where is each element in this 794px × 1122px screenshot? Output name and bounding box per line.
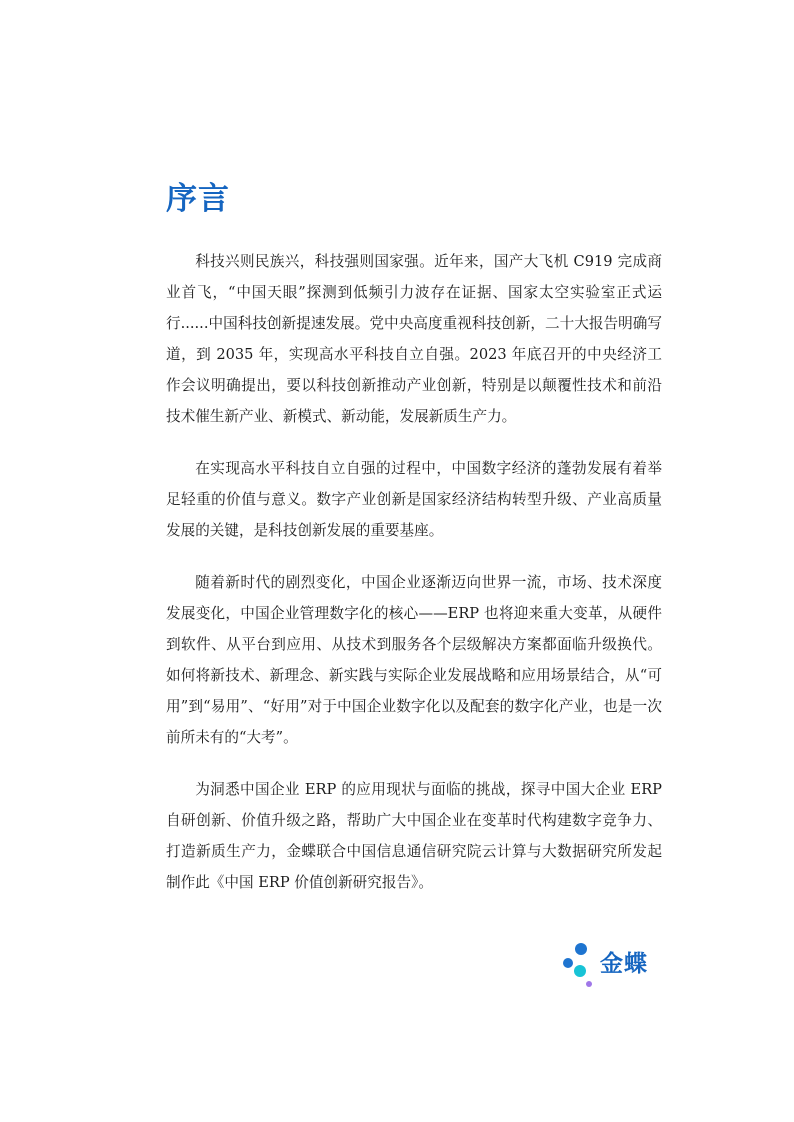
logo-dot-purple: [586, 981, 592, 987]
paragraph-2: 在实现高水平科技自立自强的过程中，中国数字经济的蓬勃发展有着举足轻重的价值与意义。数字产业创新是国家经济结构转型升级、产业高质量发展的关键，是科技创新发展的重要基座。: [166, 460, 662, 539]
page-title: 序言: [166, 181, 230, 217]
logo-dot-blue-small: [563, 958, 573, 968]
logo-dot-cyan: [574, 965, 586, 977]
body-text: [166, 246, 662, 919]
logo-text: 金蝶: [600, 951, 648, 977]
paragraph-3: 随着新时代的剧烈变化，中国企业逐渐迈向世界一流，市场、技术深度发展变化，中国企业管理数字化的核心——ERP 也将迎来重大变革，从硬件到软件、从平台到应用、从技术到服务各个层级解决方案都面临升级换代。如何将新技术、新理念、新实践与实际企业发展战略和应用场景结合，从“可用”到“易用”、“好用”对于中国企业数字化以及配套的数字化产业，也是一次前所未有的“大考”。: [166, 574, 662, 746]
paragraph-4: 为洞悉中国企业 ERP 的应用现状与面临的挑战，探寻中国大企业 ERP 自研创新、价值升级之路，帮助广大中国企业在变革时代构建数字竞争力、打造新质生产力，金蝶联合中国信息通信研究院云计算与大数据研究所发起制作此《中国 ERP 价值创新研究报告》。: [166, 781, 662, 891]
paragraph-1: 科技兴则民族兴，科技强则国家强。近年来，国产大飞机 C919 完成商业首飞，“中国天眼”探测到低频引力波存在证据、国家太空实验室正式运行......中国科技创新提速发展。党中央高度重视科技创新，二十大报告明确写道，到 2035 年，实现高水平科技自立自强。2023 年底召开的中央经济工作会议明确提出，要以科技创新推动产业创新，特别是以颠覆性技术和前沿技术催生新产业、新模式、新动能，发展新质生产力。: [166, 253, 662, 425]
logo-dot-blue-large: [575, 943, 587, 955]
kingdee-logo: [560, 938, 670, 994]
